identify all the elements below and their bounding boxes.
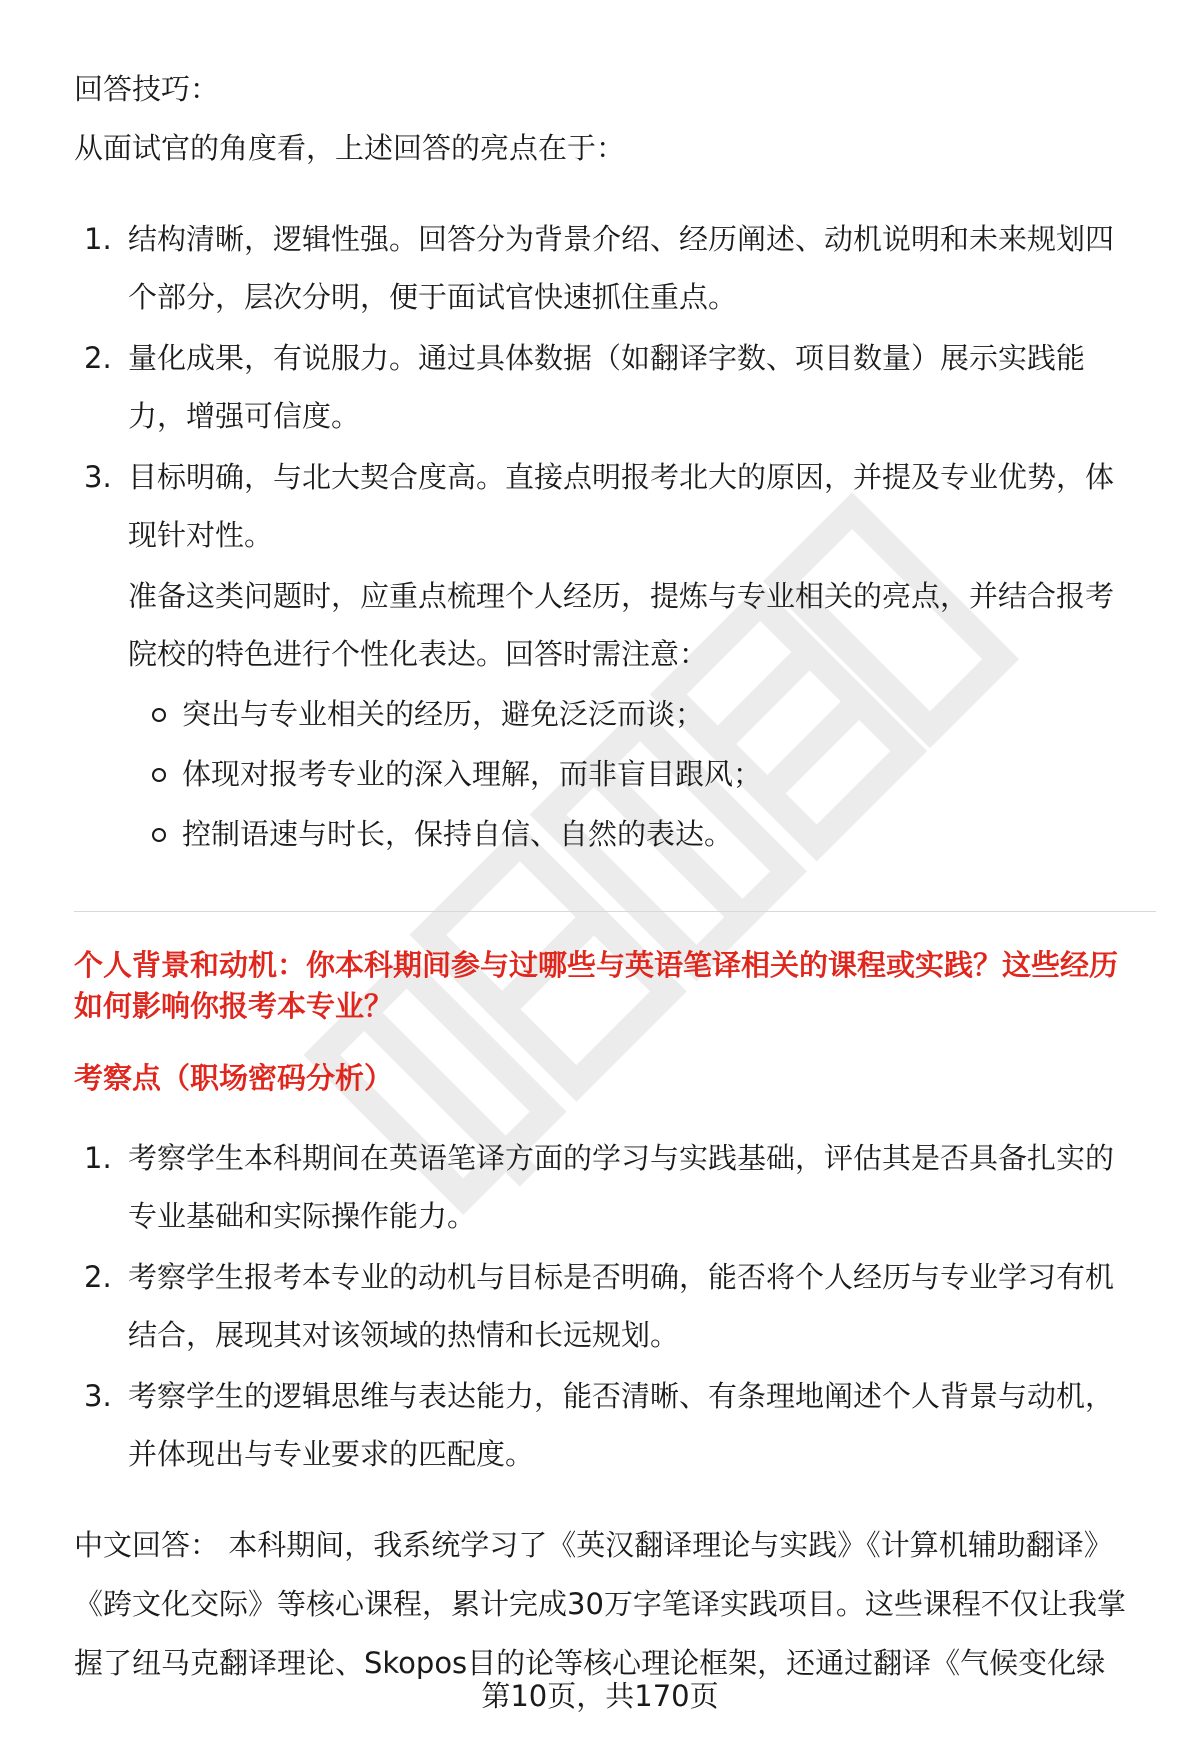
list-item-text: 目标明确，与北大契合度高。直接点明报考北大的原因，并提及专业优势，体: [128, 460, 1115, 494]
list-item-text: 考察学生报考本专业的动机与目标是否明确，能否将个人经历与专业学习有机: [128, 1260, 1115, 1294]
list-number: 2.: [84, 1260, 112, 1294]
page-footer: 第10页，共170页: [481, 1679, 719, 1713]
list-number: 2.: [84, 341, 112, 375]
prep-paragraph: 准备这类问题时，应重点梳理个人经历，提炼与专业相关的亮点，并结合报考: [128, 579, 1115, 613]
list-item-text: 考察学生的逻辑思维与表达能力，能否清晰、有条理地阐述个人背景与动机，: [128, 1379, 1115, 1413]
answer-paragraph: 《跨文化交际》等核心课程，累计完成30万字笔译实践项目。这些课程不仅让我掌: [74, 1587, 1126, 1621]
list-item-text: 个部分，层次分明，便于面试官快速抓住重点。: [128, 280, 738, 314]
list-item-text: 专业基础和实际操作能力。: [128, 1199, 477, 1233]
list-item-text: 量化成果，有说服力。通过具体数据（如翻译字数、项目数量）展示实践能: [128, 341, 1086, 375]
tips-heading: 回答技巧：: [74, 72, 220, 106]
intro-line: 从面试官的角度看，上述回答的亮点在于：: [74, 131, 626, 165]
list-number: 3.: [84, 1379, 112, 1413]
list-item-text: 现针对性。: [128, 518, 274, 552]
list-number: 1.: [84, 1141, 112, 1175]
list-item-text: 并体现出与专业要求的匹配度。: [128, 1437, 535, 1471]
bullet-item: 体现对报考专业的深入理解，而非盲目跟风；: [182, 757, 763, 791]
section-heading: 考察点（职场密码分析）: [74, 1061, 394, 1095]
bullet-icon: [152, 768, 166, 782]
answer-paragraph: 握了纽马克翻译理论、Skopos目的论等核心理论框架，还通过翻译《气候变化绿: [74, 1646, 1106, 1680]
question-title: 如何影响你报考本专业？: [74, 989, 394, 1023]
list-item-text: 考察学生本科期间在英语笔译方面的学习与实践基础，评估其是否具备扎实的: [128, 1141, 1115, 1175]
list-item-text: 力，增强可信度。: [128, 399, 361, 433]
list-item-text: 结构清晰，逻辑性强。回答分为背景介绍、经历阐述、动机说明和未来规划四: [128, 222, 1115, 256]
section-divider: [74, 911, 1156, 912]
bullet-icon: [152, 708, 166, 722]
list-number: 3.: [84, 460, 112, 494]
bullet-item: 突出与专业相关的经历，避免泛泛而谈；: [182, 697, 705, 731]
answer-paragraph: 中文回答： 本科期间，我系统学习了《英汉翻译理论与实践》《计算机辅助翻译》: [74, 1528, 1113, 1562]
question-title: 个人背景和动机：你本科期间参与过哪些与英语笔译相关的课程或实践？这些经历: [74, 948, 1119, 982]
bullet-icon: [152, 828, 166, 842]
list-item-text: 结合，展现其对该领域的热情和长远规划。: [128, 1318, 680, 1352]
list-number: 1.: [84, 222, 112, 256]
bullet-item: 控制语速与时长，保持自信、自然的表达。: [182, 817, 734, 851]
prep-paragraph: 院校的特色进行个性化表达。回答时需注意：: [128, 637, 709, 671]
